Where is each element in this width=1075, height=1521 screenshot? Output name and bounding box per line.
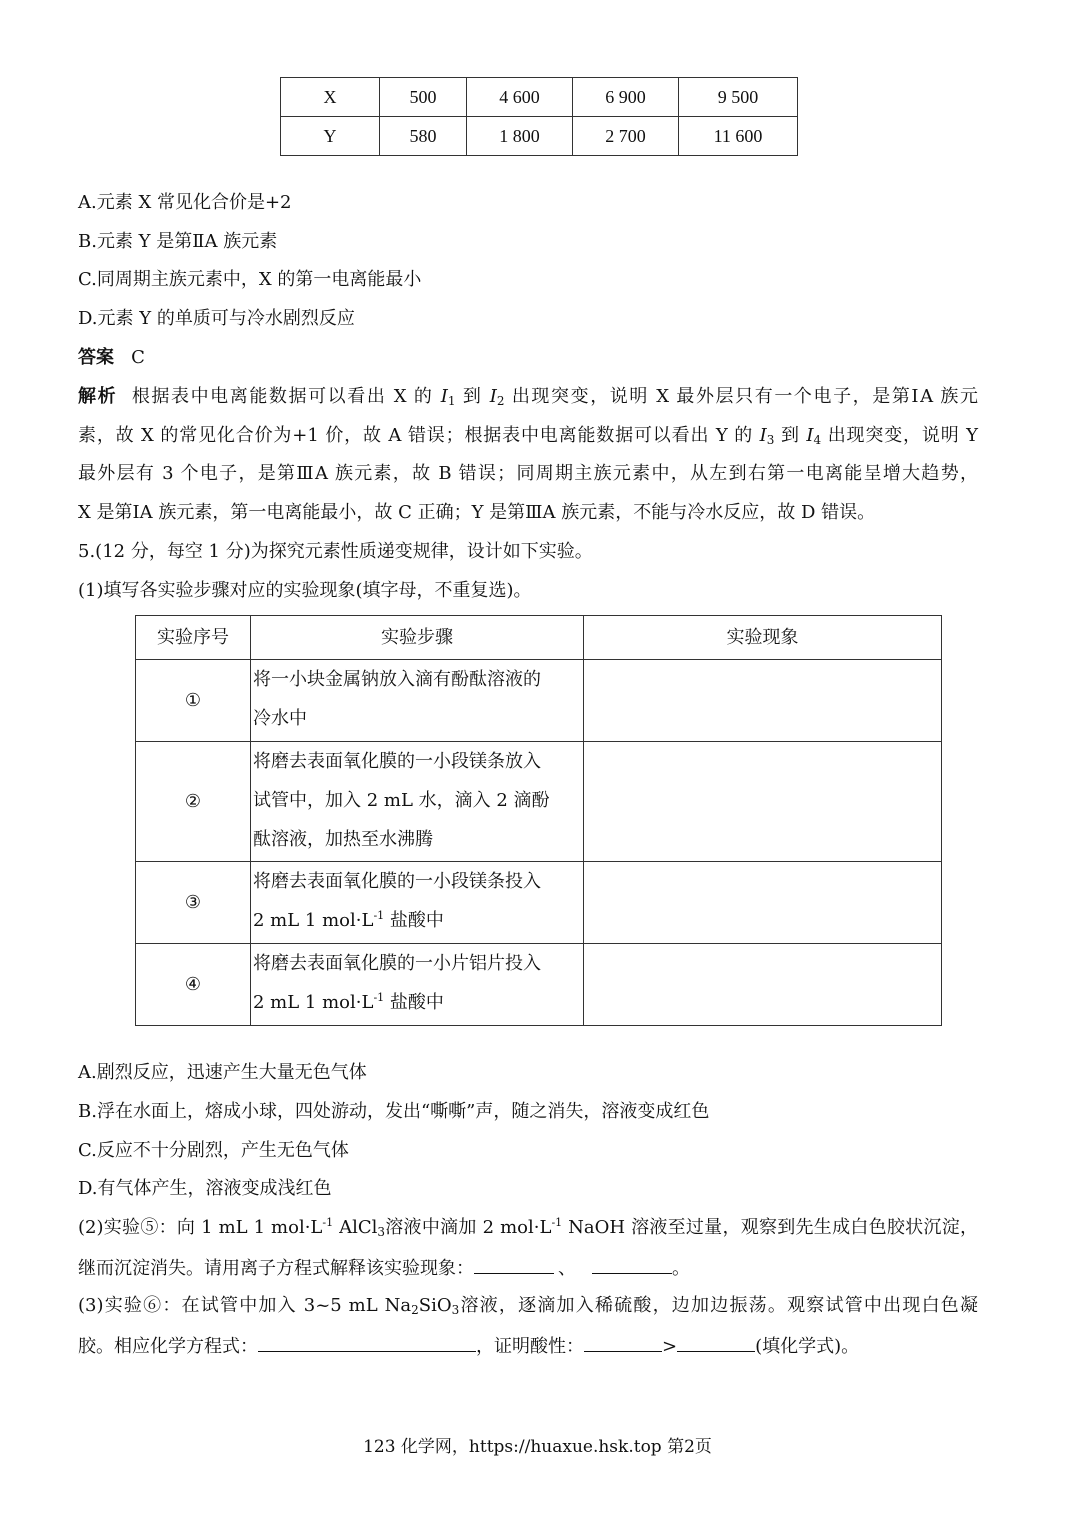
phenomenon-cell[interactable] xyxy=(584,862,942,944)
q5-option-b: B.浮在水面上，熔成小球，四处游动，发出“嘶嘶”声，随之消失，溶液变成红色 xyxy=(78,1101,710,1122)
analysis-label: 解析 xyxy=(78,386,118,407)
table-row xyxy=(281,78,798,117)
value-cell: 2 700 xyxy=(573,117,679,156)
q5-part3-line2: 胶。相应化学方程式： ，证明酸性： > (填化学式)。 xyxy=(78,1333,859,1359)
table-row xyxy=(281,117,798,156)
value-cell: 11 600 xyxy=(679,117,798,156)
value-cell: 9 500 xyxy=(679,78,798,117)
acid-blank-2[interactable] xyxy=(677,1333,755,1352)
table-row xyxy=(136,862,942,944)
q5-part3-line1: (3)实验⑥：在试管中加入 3~5 mL $Na_2SiO_3$溶液，逐滴加入稀硫酸，边加边振荡。观察试管中出现白色凝 xyxy=(78,1295,978,1317)
analysis-line-1: 解析 根据表中电离能数据可以看出 X 的 $I_1$ 到 $I_2$ 出现突变，说明 X 最外层只有一个电子，是第ⅠA 族元 xyxy=(78,386,979,408)
q5-title: 5.(12 分，每空 1 分)为探究元素性质递变规律，设计如下实验。 xyxy=(78,541,593,562)
answer-label: 答案 xyxy=(78,347,114,368)
element-cell: X xyxy=(281,78,380,117)
answer-line xyxy=(78,346,145,370)
q5-part2-line2: 继而沉淀消失。请用离子方程式解释该实验现象： 、 。 xyxy=(78,1255,690,1281)
step-cell: 将磨去表面氧化膜的一小段镁条放入 试管中，加入 2 mL 水，滴入 2 滴酚 酞溶液，加热至水沸腾 xyxy=(251,742,584,862)
value-cell: 580 xyxy=(380,117,467,156)
analysis-line-4: X 是第ⅠA 族元素，第一电离能最小，故 C 正确；Y 是第ⅢA 族元素，不能与冷水反应，故 D 错误。 xyxy=(78,502,876,523)
q5-option-d: D.有气体产生，溶液变成浅红色 xyxy=(78,1178,332,1199)
row-number: ① xyxy=(136,660,251,742)
analysis-line-2: 素，故 X 的常见化合价为+1 价，故 A 错误；根据表中电离能数据可以看出 Y 的 $I_3$ 到 $I_4$ 出现突变，说明 Y xyxy=(78,425,978,447)
table-header-row xyxy=(136,616,942,660)
header-no: 实验序号 xyxy=(136,616,251,660)
ionization-energy-table xyxy=(280,77,798,156)
step-cell: 将磨去表面氧化膜的一小段镁条投入 2 mL 1 $mol\cdot L^{-1}$ 盐酸中 xyxy=(251,862,584,944)
q5-part2-line1: (2)实验⑤：向 1 mL 1 $mol\cdot L^{-1}$ AlCl$_3$溶液中滴加 2 $mol\cdot L^{-1}$ NaOH 溶液至过量，观察到先生成白色胶状沉淀， xyxy=(78,1216,978,1239)
value-cell: 6 900 xyxy=(573,78,679,117)
step-cell: 将一小块金属钠放入滴有酚酞溶液的 冷水中 xyxy=(251,660,584,742)
value-cell: 4 600 xyxy=(467,78,573,117)
ion-equation-blank-1[interactable] xyxy=(474,1255,554,1274)
page-footer: 123 化学网，https://huaxue.hsk.top 第2页 xyxy=(363,1437,712,1457)
q4-option-c: C.同周期主族元素中，X 的第一电离能最小 xyxy=(78,269,422,290)
value-cell: 1 800 xyxy=(467,117,573,156)
table-row xyxy=(136,742,942,862)
q5-part1: (1)填写各实验步骤对应的实验现象(填字母，不重复选)。 xyxy=(78,580,532,601)
chemical-equation-blank[interactable] xyxy=(258,1333,476,1352)
experiment-table xyxy=(135,615,942,1026)
q4-option-a: A.元素 X 常见化合价是+2 xyxy=(78,192,292,213)
q4-option-d: D.元素 Y 的单质可与冷水剧烈反应 xyxy=(78,308,355,329)
ion-equation-blank-2[interactable] xyxy=(592,1255,672,1274)
phenomenon-cell[interactable] xyxy=(584,660,942,742)
answer-value: C xyxy=(131,347,145,368)
element-cell: Y xyxy=(281,117,380,156)
table-row xyxy=(136,660,942,742)
q5-option-a: A.剧烈反应，迅速产生大量无色气体 xyxy=(78,1062,367,1083)
row-number: ③ xyxy=(136,862,251,944)
analysis-line-3: 最外层有 3 个电子，是第ⅢA 族元素，故 B 错误；同周期主族元素中，从左到右第一电离能呈增大趋势， xyxy=(78,463,978,484)
q4-option-b: B.元素 Y 是第ⅡA 族元素 xyxy=(78,231,278,252)
header-phenomenon: 实验现象 xyxy=(584,616,942,660)
phenomenon-cell[interactable] xyxy=(584,944,942,1026)
header-step: 实验步骤 xyxy=(251,616,584,660)
q5-option-c: C.反应不十分剧烈，产生无色气体 xyxy=(78,1140,349,1161)
phenomenon-cell[interactable] xyxy=(584,742,942,862)
row-number: ④ xyxy=(136,944,251,1026)
row-number: ② xyxy=(136,742,251,862)
step-cell: 将磨去表面氧化膜的一小片铝片投入 2 mL 1 $mol\cdot L^{-1}$ 盐酸中 xyxy=(251,944,584,1026)
table-row xyxy=(136,944,942,1026)
value-cell: 500 xyxy=(380,78,467,117)
acid-blank-1[interactable] xyxy=(584,1333,662,1352)
